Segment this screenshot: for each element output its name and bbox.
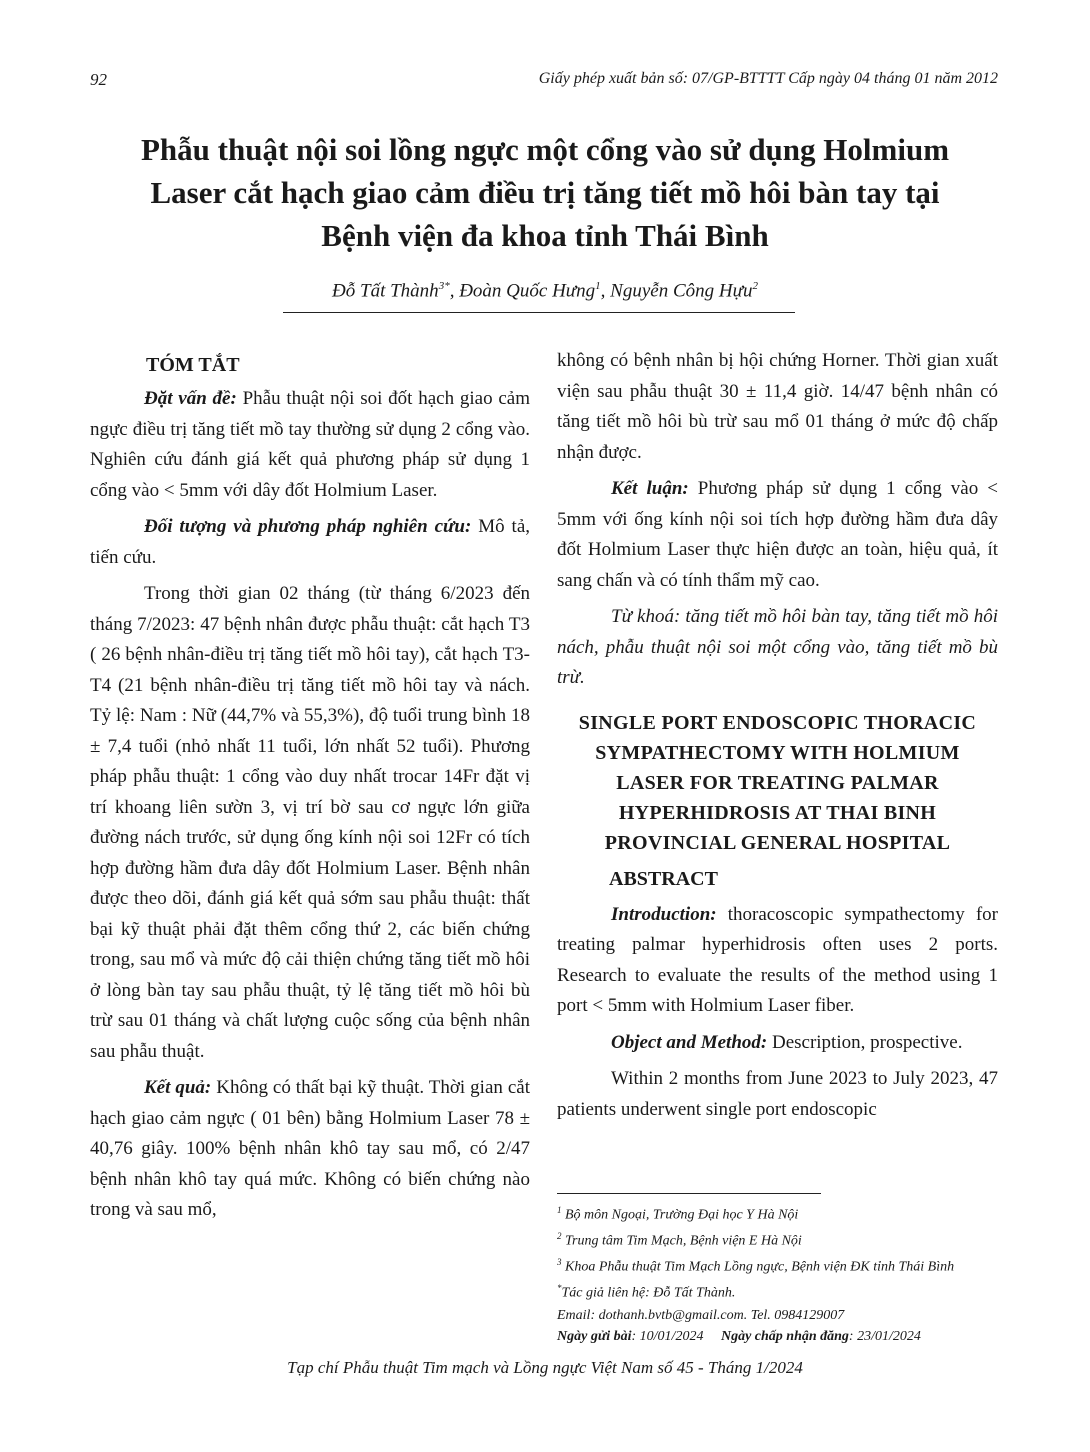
footnotes xyxy=(557,1200,1002,1348)
license-header: Giấy phép xuất bản số: 07/GP-BTTTT Cấp ngày 04 tháng 01 năm 2012 xyxy=(538,70,998,87)
vn-method-paragraph xyxy=(90,512,530,573)
footnote-text: Tác giả liên hệ: Đỗ Tất Thành. xyxy=(561,1286,736,1302)
footnote-affiliation xyxy=(557,1200,1002,1226)
article-title xyxy=(80,128,1010,257)
author-affiliation-mark: 2 xyxy=(752,280,758,292)
footnote-affiliation xyxy=(557,1252,1002,1278)
footnote-text: Bộ môn Ngoại, Trường Đại học Y Hà Nội xyxy=(561,1207,799,1223)
vn-result-paragraph xyxy=(90,1073,530,1226)
en-method-text: Description, prospective. xyxy=(767,1031,963,1053)
vn-result-text: Không có thất bại kỹ thuật. Thời gian cắt hạch giao cảm ngực ( 01 bên) bằng Holmium Laser 78 ± 40,76 giây. 100% bệnh nhân khô tay sau mổ, có 2/47 bệnh nhân khô tay quá mức. Không có biến chứng nào trong và sau mổ, xyxy=(90,1077,530,1220)
title-line: Laser cắt hạch giao cảm điều trị tăng tiết mồ hôi bàn tay tại xyxy=(150,175,940,210)
right-column xyxy=(557,346,998,1131)
vn-result-label: Kết quả: xyxy=(144,1077,212,1098)
en-method-label: Object and Method: xyxy=(611,1031,768,1053)
footnote-mark: * xyxy=(557,1283,562,1294)
footnote-divider xyxy=(557,1193,821,1194)
english-title-line: SINGLE PORT ENDOSCOPIC THORACIC xyxy=(578,711,977,734)
vn-intro-label: Đặt vấn đề: xyxy=(144,388,237,409)
english-title-line: SYMPATHECTOMY WITH HOLMIUM xyxy=(595,741,960,764)
vn-method-label: Đối tượng và phương pháp nghiên cứu: xyxy=(144,516,472,537)
english-title-line: HYPERHIDROSIS AT THAI BINH xyxy=(618,801,937,824)
page-number: 92 xyxy=(90,70,107,89)
title-line: Bệnh viện đa khoa tỉnh Thái Bình xyxy=(321,218,769,253)
english-title-line: LASER FOR TREATING PALMAR xyxy=(616,771,939,794)
vn-study-paragraph: Trong thời gian 02 tháng (từ tháng 6/2023 đến tháng 7/2023: 47 bệnh nhân được phẫu thuật: cắt hạch T3 ( 26 bệnh nhân-điều trị tăng tiết mồ hôi tay), cắt hạch T3-T4 (21 bệnh nhân-điều trị tăng tiết mồ hôi tay và nách. Tỷ lệ: Nam : Nữ (44,7% và 55,3%), độ tuổi trung bình 18 ± 7,4 tuổi (nhỏ nhất 11 tuổi, lớn nhất 52 tuổi). Phương pháp phẫu thuật: 1 cổng vào duy nhất trocar 14Fr đặt vị trí khoang liên sườn 3, vị trí bờ sau cơ ngực lớn giữa đường nách trước, sử dụng ống kính nội soi 12Fr có tích hợp đường hầm đưa dây đốt Holmium Laser. Bệnh nhân được theo dõi, đánh giá kết quả sớm sau phẫu thuật: thất bại kỹ thuật phải đặt thêm cổng thứ 2, các biến chứng trong, sau mổ và mức độ cải thiện chứng tăng tiết mồ hôi ở lòng bàn tay sau phẫu thuật, tỷ lệ tăng tiết mồ hôi bù trừ sau 01 tháng và chất lượng cuộc sống của bệnh nhân sau phẫu thuật. xyxy=(90,583,530,1062)
left-column xyxy=(90,346,530,1226)
author-name: Đỗ Tất Thành xyxy=(332,280,439,302)
vn-method-text: Mô tả, tiến cứu. xyxy=(90,516,530,568)
english-title-line: PROVINCIAL GENERAL HOSPITAL xyxy=(604,831,951,854)
author-name: Đoàn Quốc Hưng xyxy=(459,280,596,302)
en-intro-label: Introduction: xyxy=(611,903,717,925)
accepted-label: Ngày chấp nhận đăng xyxy=(720,1329,849,1345)
vn-abstract-heading: TÓM TẮT xyxy=(146,354,240,376)
footnote-email: Email: dothanh.bvtb@gmail.com. Tel. 0984129007 xyxy=(557,1307,845,1323)
en-intro-paragraph xyxy=(557,900,998,1022)
received-label: Ngày gửi bài xyxy=(557,1329,632,1345)
vn-conclusion-paragraph xyxy=(557,474,998,596)
author-separator: , xyxy=(449,280,460,302)
vn-intro-text: Phẫu thuật nội soi đốt hạch giao cảm ngực điều trị tăng tiết mồ tay thường sử dụng 2 cổng vào. Nghiên cứu đánh giá kết quả phương pháp sử dụng 1 cổng vào < 5mm với dây đốt Holmium Laser. xyxy=(90,388,530,501)
footnote-mark: 3 xyxy=(557,1257,562,1268)
vn-result-continuation: không có bệnh nhân bị hội chứng Horner. Thời gian xuất viện sau phẫu thuật 30 ± 11,4 giờ. 14/47 bệnh nhân có tăng tiết mồ hôi bù trừ sau mổ 01 tháng ở mức độ chấp nhận được. xyxy=(557,350,998,463)
vn-keywords: Từ khoá: tăng tiết mồ hôi bàn tay, tăng tiết mồ hôi nách, phẫu thuật nội soi một cổng vào, tăng tiết mồ bù trừ. xyxy=(557,606,998,688)
en-study-paragraph: Within 2 months from June 2023 to July 2023, 47 patients underwent single port endoscopic xyxy=(557,1068,998,1120)
footnote-affiliation xyxy=(557,1226,1002,1252)
received-date: : 10/01/2024 xyxy=(631,1329,704,1345)
en-abstract-heading: ABSTRACT xyxy=(609,867,718,890)
en-intro-text: thoracoscopic sympathectomy for treating palmar hyperhidrosis often uses 2 ports. Research to evaluate the results of the method using 1 port < 5mm with Holmium Laser fiber. xyxy=(557,903,998,1016)
footnote-corresponding xyxy=(557,1278,1002,1304)
author-separator: , xyxy=(600,280,611,302)
title-line: Phẫu thuật nội soi lồng ngực một cổng vào sử dụng Holmium xyxy=(140,132,950,167)
author-name: Nguyễn Công Hựu xyxy=(610,280,753,302)
author-affiliation-mark: 3* xyxy=(438,280,450,292)
author-affiliation-mark: 1 xyxy=(595,280,601,292)
footnote-text: Trung tâm Tim Mạch, Bệnh viện E Hà Nội xyxy=(561,1233,802,1249)
journal-footer: Tạp chí Phẫu thuật Tim mạch và Lồng ngực Việt Nam số 45 - Tháng 1/2024 xyxy=(287,1358,803,1377)
vn-intro-paragraph xyxy=(90,384,530,506)
footnote-mark: 2 xyxy=(557,1231,562,1242)
english-title xyxy=(557,708,998,858)
en-method-paragraph xyxy=(557,1028,998,1059)
accepted-date: : 23/01/2024 xyxy=(848,1329,921,1345)
author-list xyxy=(0,280,1090,302)
footnote-dates xyxy=(557,1326,1002,1348)
footnote-text: Khoa Phẫu thuật Tim Mạch Lồng ngực, Bệnh viện ĐK tỉnh Thái Bình xyxy=(561,1259,955,1275)
footnote-mark: 1 xyxy=(557,1205,562,1215)
author-underline xyxy=(283,312,795,313)
vn-conclusion-text: Phương pháp sử dụng 1 cổng vào < 5mm với ống kính nội soi tích hợp đường hầm đưa dây đốt Holmium Laser thực hiện được an toàn, hiệu quả, ít sang chấn và có tính thẩm mỹ cao. xyxy=(557,478,999,591)
vn-conclusion-label: Kết luận: xyxy=(611,478,689,499)
